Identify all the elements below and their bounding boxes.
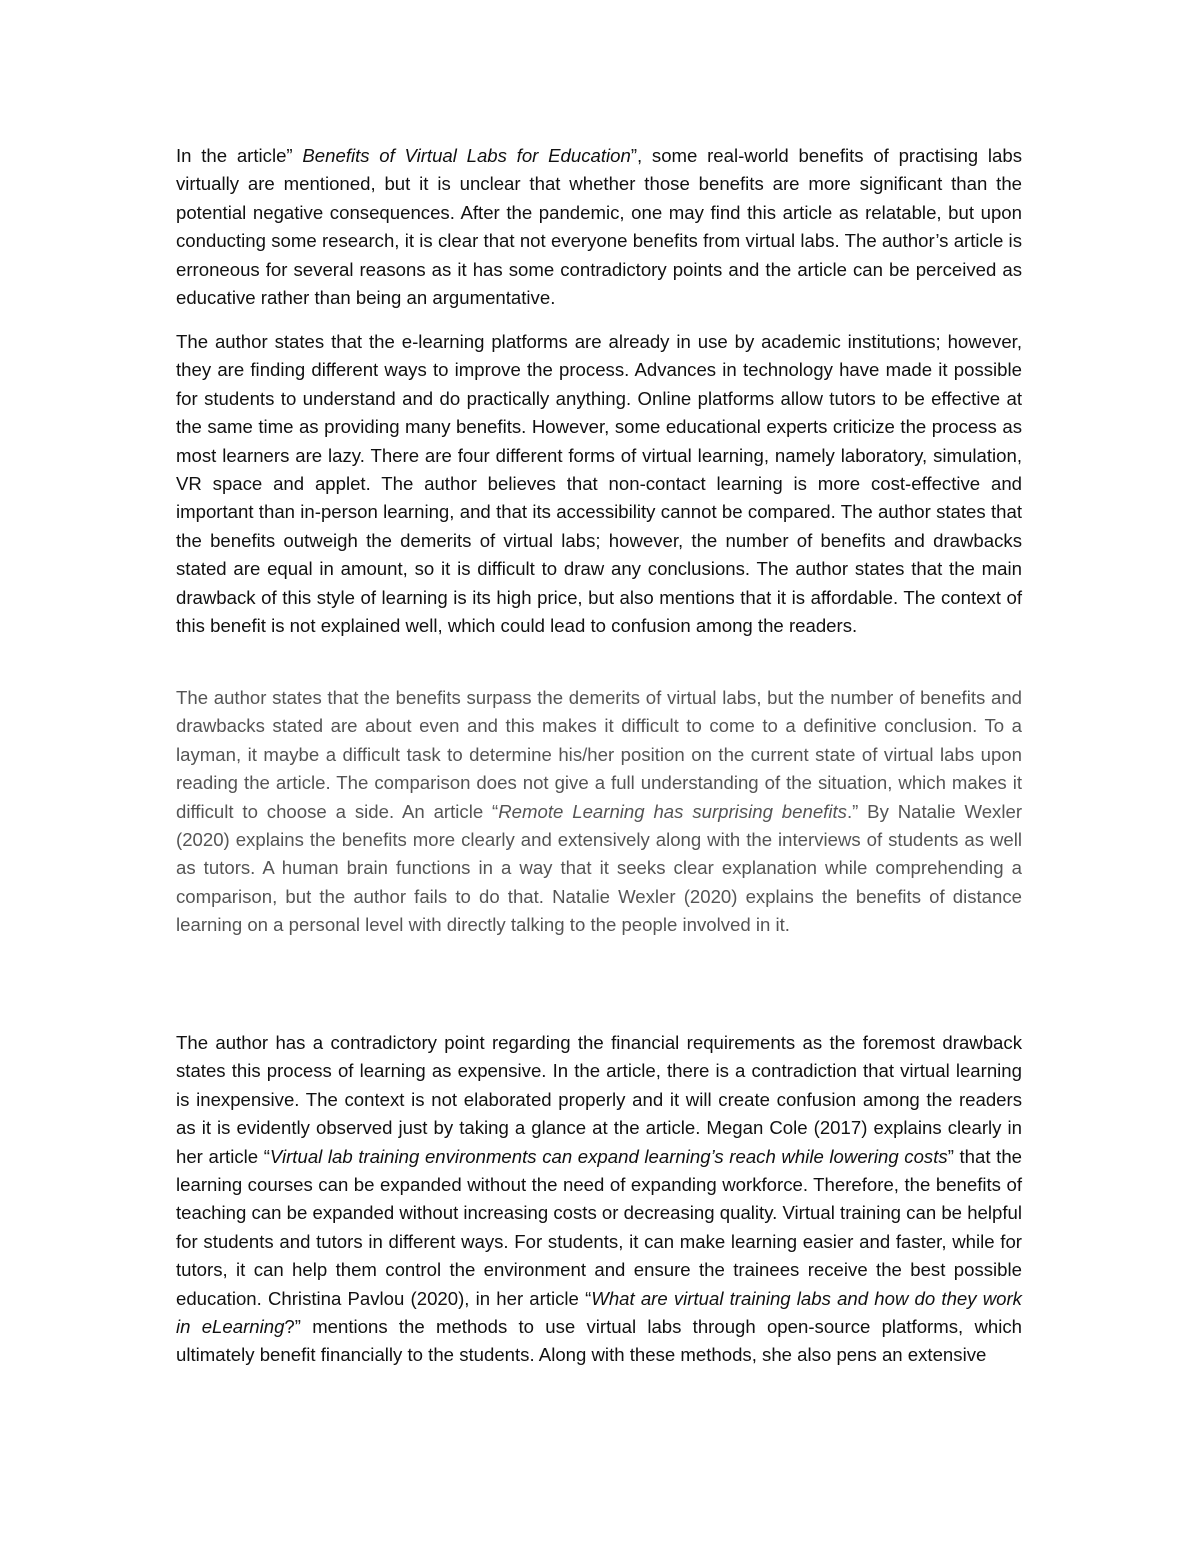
text-segment: ?” mentions the methods to use virtual labs through open-source platforms, which ultimately benefit financially to the students. Along with these methods, she also pens an extensive <box>176 1316 1022 1366</box>
text-segment: The author states that the benefits surpass the demerits of virtual labs, but the number of benefits and drawbacks stated are about even and this makes it difficult to come to a definitive conclusion. To a layman, it maybe a difficult task to determine his/her position on the current state of virtual labs upon reading the article. The comparison does not give a full understanding of the situation, which makes it difficult to choose a side. An article “ <box>176 687 1022 822</box>
paragraph-intro <box>176 142 1022 312</box>
article-title-italic: Remote Learning has surprising benefits <box>498 800 847 822</box>
text-segment: In the article” <box>176 145 303 166</box>
article-title-italic: Virtual lab training environments can expand learning’s reach while lowering costs <box>269 1145 948 1167</box>
paragraph-benefits-surpass <box>176 684 1022 940</box>
paragraph-financial <box>176 1029 1022 1370</box>
text-segment: .” By Natalie Wexler (2020) explains the benefits more clearly and extensively along with the interviews of students as well as tutors. A human brain functions in a way that it seeks clear explanation while comprehending a comparison, but the author fails to do that. Natalie Wexler (2020) explains the benefits of distance learning on a personal level with directly talking to the people involved in it. <box>176 800 1023 936</box>
paragraph-e-learning <box>176 328 1022 640</box>
text-segment: ” that the learning courses can be expanded without the need of expanding workforce. Therefore, the benefits of teaching can be expanded without increasing costs or decreasing quality. Virtual training can be helpful for students and tutors in different ways. For students, it can make learning easier and faster, while for tutors, it can help them control the environment and ensure the trainees receive the best possible education. Christina Pavlou (2020), in her article “ <box>176 1145 1023 1309</box>
text-segment: The author has a contradictory point regarding the financial requirements as the foremost drawback states this process of learning as expensive. In the article, there is a contradiction that virtual learning is inexpensive. The context is not elaborated properly and it will create confusion among the readers as it is evidently observed just by taking a glance at the article. Megan Cole (2017) explains clearly in her article “ <box>176 1032 1022 1167</box>
text-segment: The author states that the e-learning platforms are already in use by academic institutions; however, they are finding different ways to improve the process. Advances in technology have made it possible for students to understand and do practically anything. Online platforms allow tutors to be effective at the same time as providing many benefits. However, some educational experts criticize the process as most learners are lazy. There are four different forms of virtual learning, namely laboratory, simulation, VR space and applet. The author believes that non-contact learning is more cost-effective and important than in-person learning, and that its accessibility cannot be compared. The author states that the benefits outweigh the demerits of virtual labs; however, the number of benefits and drawbacks stated are equal in amount, so it is difficult to draw any conclusions. The author states that the main drawback of this style of learning is its high price, but also mentions that it is affordable. The context of this benefit is not explained well, which could lead to confusion among the readers. <box>176 331 1022 637</box>
text-segment: ”, some real-world benefits of practising labs virtually are mentioned, but it is unclear that whether those benefits are more significant than the potential negative consequences. After the pandemic, one may find this article as relatable, but upon conducting some research, it is clear that not everyone benefits from virtual labs. The author’s article is erroneous for several reasons as it has some contradictory points and the article can be perceived as educative rather than being an argumentative. <box>176 145 1022 309</box>
article-title-italic: Benefits of Virtual Labs for Education <box>302 145 631 166</box>
article-title-italic: What are virtual training labs and how do they work in eLearning <box>176 1287 1022 1338</box>
